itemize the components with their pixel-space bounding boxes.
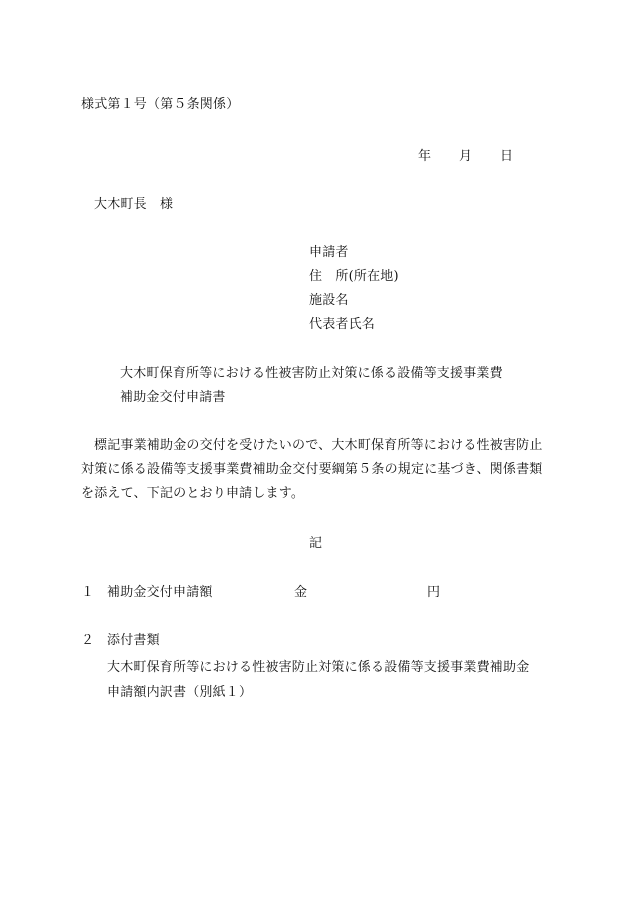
item-2-label: 添付書類 — [107, 633, 160, 648]
title-line-2: 補助金交付申請書 — [120, 390, 226, 405]
body-line-3: を添えて、下記のとおり申請します。 — [81, 486, 305, 501]
item-1-label: 補助金交付申請額 — [107, 585, 213, 600]
item-1-number: １ — [81, 585, 95, 600]
addressee: 大木町長 様 — [94, 197, 174, 212]
item-2-detail-2: 申請額内訳書（別紙１） — [107, 685, 253, 700]
date-day: 日 — [500, 149, 514, 164]
ki-heading: 記 — [309, 536, 323, 551]
applicant-heading: 申請者 — [309, 245, 349, 260]
title-line-1: 大木町保育所等における性被害防止対策に係る設備等支援事業費 — [120, 366, 503, 381]
applicant-representative: 代表者氏名 — [309, 317, 376, 332]
item-2-detail-1: 大木町保育所等における性被害防止対策に係る設備等支援事業費補助金 — [107, 660, 530, 675]
applicant-facility: 施設名 — [309, 293, 349, 308]
date-year: 年 — [418, 149, 432, 164]
body-line-1: 標記事業補助金の交付を受けたいので、大木町保育所等における性被害防止 — [94, 438, 543, 453]
form-number: 様式第１号（第５条関係） — [81, 97, 240, 112]
date-month: 月 — [459, 149, 473, 164]
item-1-kin: 金 — [294, 585, 308, 600]
applicant-address: 住 所(所在地) — [309, 269, 399, 284]
body-line-2: 対策に係る設備等支援事業費補助金交付要綱第５条の規定に基づき、関係書類 — [81, 462, 543, 477]
item-2-number: ２ — [81, 633, 95, 648]
item-1-yen: 円 — [427, 585, 441, 600]
